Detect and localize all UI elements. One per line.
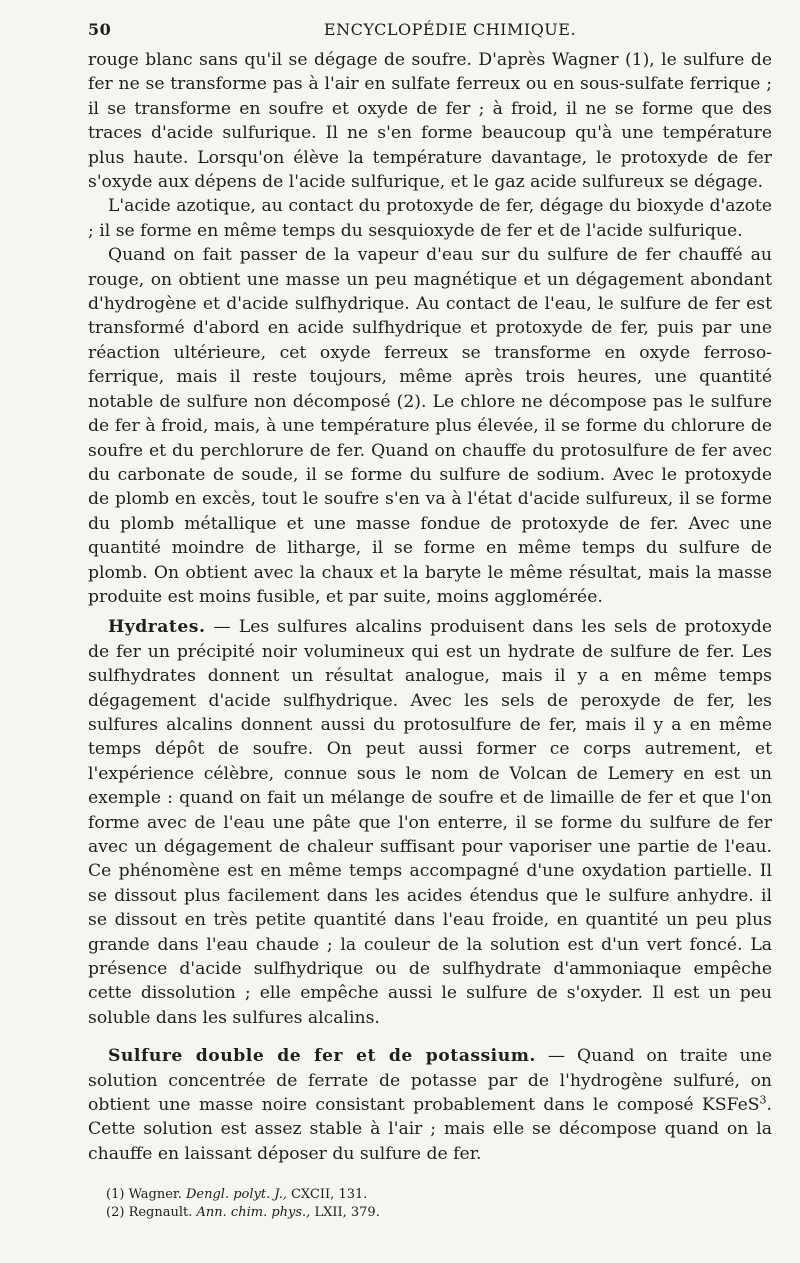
footnote-1-journal: Dengl. polyt. J.,	[186, 1187, 287, 1203]
formula-superscript: 3	[759, 1093, 767, 1107]
double-sulfide-text-b: . Cette solution est assez stable à l'air ; mais elle se décompose quand on la chauffe en laissant déposer du sulfure de fer.	[88, 1095, 772, 1164]
footnote-2	[88, 1204, 772, 1222]
footnote-1-author: Wagner.	[128, 1187, 182, 1203]
section-heading-hydrates: Hydrates.	[108, 617, 206, 638]
footnote-2-journal: Ann. chim. phys.,	[196, 1205, 311, 1221]
footnote-1	[88, 1186, 772, 1204]
footnote-2-author: Regnault.	[128, 1205, 193, 1221]
paragraph-double-sulfide	[88, 1044, 772, 1166]
running-title: ENCYCLOPÉDIE CHIMIQUE.	[323, 20, 577, 39]
double-sulfide-text-a: — Quand on traite une solution concentrée de ferrate de potasse par de l'hydrogène sulfuré, on obtient une masse noire consistant probablement dans le composé KSFeS	[88, 1046, 772, 1116]
paragraph-nitric-acid: L'acide azotique, au contact du protoxyde de fer, dégage du bioxyde d'azote ; il se forme en même temps du sesquioxyde de fer et de l'acide sulfurique.	[88, 196, 772, 241]
section-heading-double-sulfide: Sulfure double de fer et de potassium.	[108, 1046, 536, 1067]
footnotes	[88, 1186, 772, 1222]
paragraph-hydrates	[88, 615, 772, 1030]
footnote-2-ref: LXII, 379.	[314, 1205, 380, 1221]
page-header	[88, 16, 772, 44]
paragraph-oxidation: rouge blanc sans qu'il se dégage de soufre. D'après Wagner (1), le sulfure de fer ne se transforme pas à l'air en sulfate ferreux ou en sous-sulfate ferrique ; il se transforme en soufre et oxyde de fer ; à froid, il ne se forme que des traces d'acide sulfurique. Il ne s'en forme beaucoup qu'à une température plus haute. Lorsqu'on élève la température davantage, le protoxyde de fer s'oxyde aux dépens de l'acide sulfurique, et le gaz acide sulfureux se dégage.	[88, 50, 772, 193]
paragraph-steam-reaction: Quand on fait passer de la vapeur d'eau sur du sulfure de fer chauffé au rouge, on obtient une masse un peu magnétique et un dégagement abondant d'hydrogène et d'acide sulfhydrique. Au contact de l'eau, le sulfure de fer est transformé d'abord en acide sulfhydrique et protoxyde de fer, puis par une réaction ultérieure, cet oxyde ferreux se transforme en oxyde ferroso-ferrique, mais il reste toujours, même après trois heures, une quantité notable de sulfure non décomposé (2). Le chlore ne décompose pas le sulfure de fer à froid, mais, à une température plus élevée, il se forme du chlorure de soufre et du perchlorure de fer. Quand on chauffe du protosulfure de fer avec du carbonate de soude, il se forme du sulfure de sodium. Avec le protoxyde de plomb en excès, tout le soufre s'en va à l'état d'acide sulfureux, il se forme du plomb métallique et une masse fondue de protoxyde de fer. Avec une quantité moindre de litharge, il se forme en même temps du sulfure de plomb. On obtient avec la chaux et la baryte le même résultat, mais la masse produite est moins fusible, et par suite, moins agglomérée.	[88, 245, 772, 607]
hydrates-text: — Les sulfures alcalins produisent dans les sels de protoxyde de fer un précipité noir volumineux qui est un hydrate de sulfure de fer. Les sulfhydrates donnent un résultat analogue, mais il y a en même temps dégagement d'acide sulfhydrique. Avec les sels de peroxyde de fer, les sulfures alcalins donnent aussi du protosulfure de fer, mais il y a en même temps dépôt de soufre. On peut aussi former ce corps autrement, et l'expérience célèbre, connue sous le nom de Volcan de Lemery en est un exemple : quand on fait un mélange de soufre et de limaille de fer et que l'on forme avec de l'eau une pâte que l'on enterre, il se forme du sulfure de fer avec un dégagement de chaleur suffisant pour vaporiser une partie de l'eau. Ce phénomène est en même temps accompagné d'une oxydation partielle. Il se dissout plus facilement dans les acides étendus que le sulfure anhydre. il se dissout en très petite quantité dans l'eau froide, en quantité un peu plus grande dans l'eau chaude ; la couleur de la solution est d'un vert foncé. La présence d'acide sulfhydrique ou de sulfhydrate d'ammoniaque empêche cette dissolution ; elle empêche aussi le sulfure de s'oxyder. Il est un peu soluble dans les sulfures alcalins.	[88, 617, 772, 1028]
page-number: 50	[88, 20, 112, 39]
footnote-2-number: (2)	[106, 1205, 125, 1221]
page-body	[88, 48, 772, 1166]
footnote-1-number: (1)	[106, 1187, 125, 1203]
footnote-1-ref: CXCII, 131.	[290, 1187, 368, 1203]
